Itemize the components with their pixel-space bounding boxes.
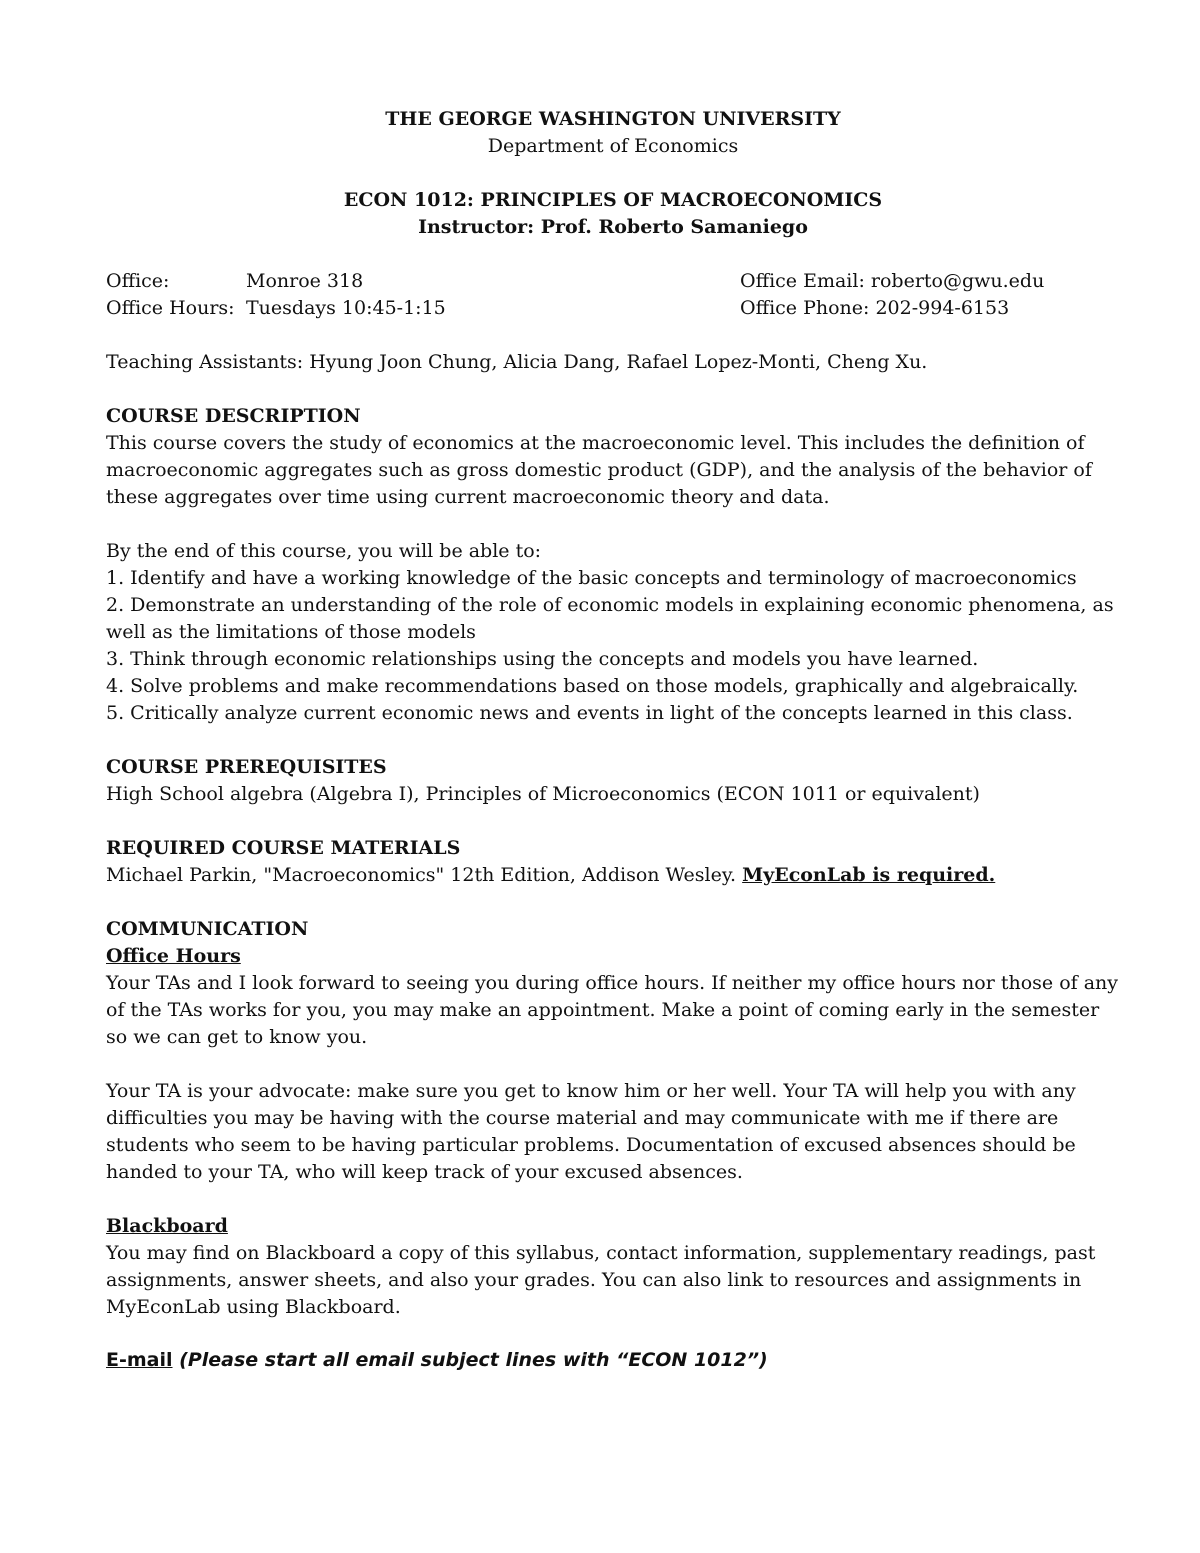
email-subject-note: (Please start all email subject lines with “ECON 1012”) <box>179 1349 768 1371</box>
office-hours-value: Tuesdays 10:45-1:15 <box>246 297 446 319</box>
materials-heading: REQUIRED COURSE MATERIALS <box>106 837 461 859</box>
course-title: ECON 1012: PRINCIPLES OF MACROECONOMICS <box>343 189 883 211</box>
communication-heading: COMMUNICATION <box>106 918 309 940</box>
blackboard-body: You may find on Blackboard a copy of this syllabus, contact information, supplementary readings, past assignments, answer sheets, and also your grades. You can also link to resources and assignments in MyEconLab using Blackboard. <box>106 1242 1096 1318</box>
instructor-name: Instructor: Prof. Roberto Samaniego <box>418 216 808 238</box>
outcome-item: 1. Identify and have a working knowledge of the basic concepts and terminology of macroeconomics <box>106 567 1077 589</box>
outcome-item: 5. Critically analyze current economic news and events in light of the concepts learned in this class. <box>106 702 1073 724</box>
office-label: Office: <box>106 270 170 292</box>
university-name: THE GEORGE WASHINGTON UNIVERSITY <box>385 108 841 130</box>
office-hours-label: Office Hours: <box>106 297 235 319</box>
outcome-item: 3. Think through economic relationships using the concepts and models you have learned. <box>106 648 979 670</box>
email-heading-line <box>106 1347 1120 1374</box>
office-value: Monroe 318 <box>246 270 364 292</box>
outcomes-list <box>106 565 1120 727</box>
prerequisites-heading: COURSE PREREQUISITES <box>106 756 387 778</box>
office-hours-paragraph-2: Your TA is your advocate: make sure you get to know him or her well. Your TA will help you with any difficulties you may be having with the course material and may communicate with me if there are students who seem to be having particular problems. Documentation of excused absences should be handed to your TA, who will keep track of your excused absences. <box>106 1080 1076 1183</box>
department-name: Department of Economics <box>487 135 739 157</box>
prerequisites-body: High School algebra (Algebra I), Principles of Microeconomics (ECON 1011 or equivalent) <box>106 783 980 805</box>
outcomes-intro: By the end of this course, you will be able to: <box>106 540 542 562</box>
blackboard-heading: Blackboard <box>106 1215 228 1237</box>
materials-text: Michael Parkin, "Macroeconomics" 12th Edition, Addison Wesley. <box>106 864 743 886</box>
outcome-item: 4. Solve problems and make recommendations based on those models, graphically and algebraically. <box>106 675 1079 697</box>
myeconlab-required: MyEconLab is required. <box>742 864 996 886</box>
materials-body <box>106 862 1120 889</box>
office-hours-paragraph-1: Your TAs and I look forward to seeing you during office hours. If neither my office hours nor those of any of the TAs works for you, you may make an appointment. Make a point of coming early in the semester so we can get to know you. <box>106 972 1119 1048</box>
office-hours-heading: Office Hours <box>106 945 241 967</box>
contact-row-hours <box>106 295 1120 322</box>
office-phone: Office Phone: 202-994-6153 <box>740 297 1010 319</box>
course-description-body: This course covers the study of economics at the macroeconomic level. This includes the definition of macroeconomic aggregates such as gross domestic product (GDP), and the analysis of the behavior of these aggregates over time using current macroeconomic theory and data. <box>106 432 1092 508</box>
outcome-item: 2. Demonstrate an understanding of the role of economic models in explaining economic phenomena, as well as the limitations of those models <box>106 594 1114 643</box>
teaching-assistants: Teaching Assistants: Hyung Joon Chung, Alicia Dang, Rafael Lopez-Monti, Cheng Xu. <box>106 351 928 373</box>
contact-row-office <box>106 268 1120 295</box>
email-heading: E-mail <box>106 1349 173 1371</box>
course-description-heading: COURSE DESCRIPTION <box>106 405 361 427</box>
office-email: Office Email: roberto@gwu.edu <box>740 270 1045 292</box>
